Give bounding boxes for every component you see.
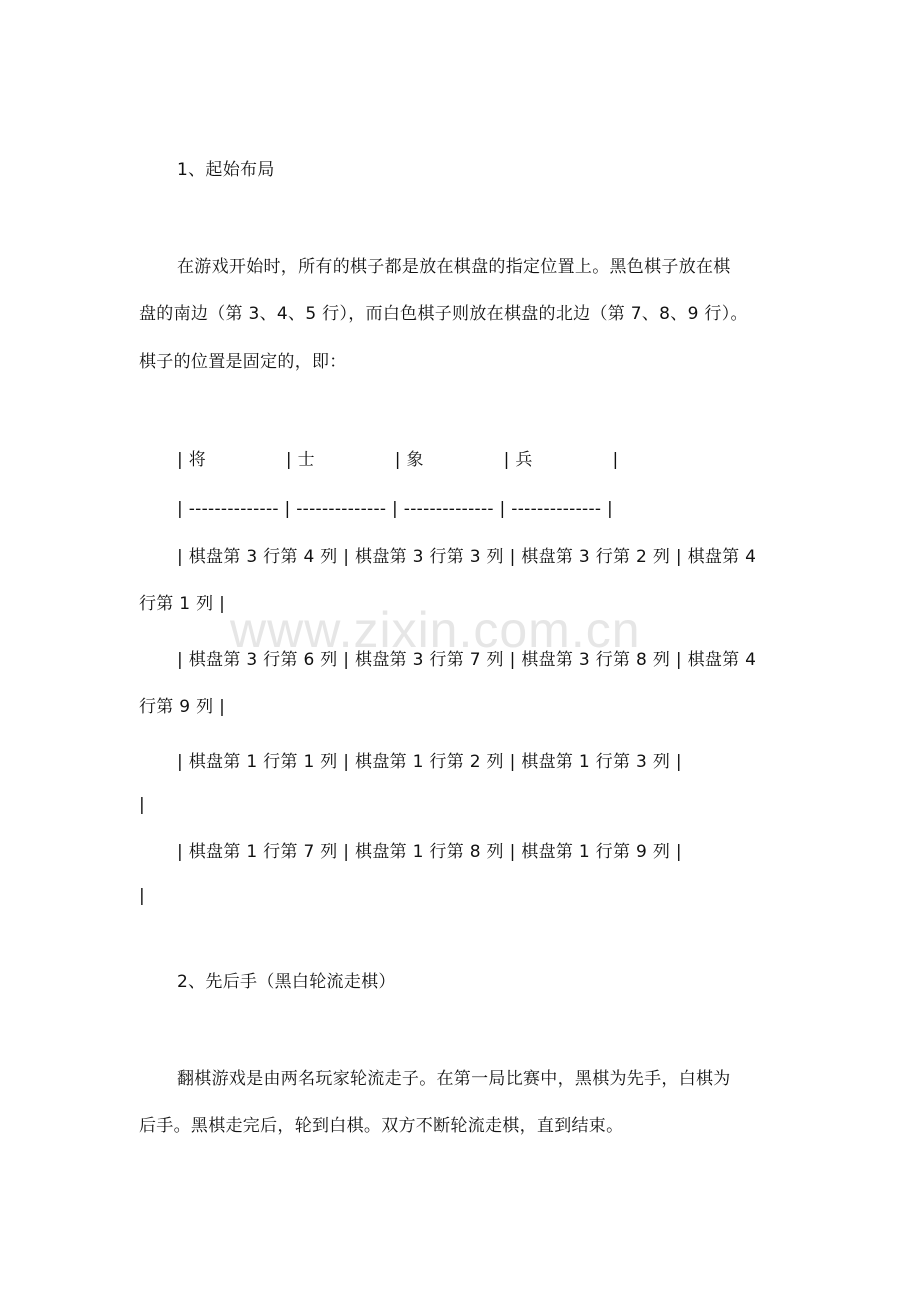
table-row-3-line-1: | 棋盘第 1 行第 1 列 | 棋盘第 1 行第 2 列 | 棋盘第 1 行第 3 列 | [177, 752, 682, 772]
section-1-para-line-2: 盘的南边（第 3、4、5 行），而白色棋子则放在棋盘的北边（第 7、8、9 行）。 [139, 304, 748, 324]
section-1-para-line-1: 在游戏开始时，所有的棋子都是放在棋盘的指定位置上。黑色棋子放在棋 [177, 257, 731, 277]
table-row-4-line-1: | 棋盘第 1 行第 7 列 | 棋盘第 1 行第 8 列 | 棋盘第 1 行第 9 列 | [177, 842, 682, 862]
section-1-para-line-3: 棋子的位置是固定的，即： [139, 352, 347, 372]
section-2-heading: 2、先后手（黑白轮流走棋） [177, 972, 396, 992]
table-row-2-line-1: | 棋盘第 3 行第 6 列 | 棋盘第 3 行第 7 列 | 棋盘第 3 行第 8 列 | 棋盘第 4 [177, 650, 757, 670]
table-row-1-line-2: 行第 1 列 | [139, 594, 226, 614]
table-row-1-line-1: | 棋盘第 3 行第 4 列 | 棋盘第 3 行第 3 列 | 棋盘第 3 行第 2 列 | 棋盘第 4 [177, 547, 757, 567]
section-2-para-line-1: 翻棋游戏是由两名玩家轮流走子。在第一局比赛中，黑棋为先手，白棋为 [177, 1069, 731, 1089]
watermark: www.zixin.com.cn [230, 602, 641, 658]
table-header: | 将 | 士 | 象 | 兵 | [177, 450, 619, 470]
table-row-3-line-2: | [139, 795, 146, 815]
section-1-heading: 1、起始布局 [177, 160, 275, 180]
table-row-4-line-2: | [139, 886, 146, 906]
table-row-2-line-2: 行第 9 列 | [139, 697, 226, 717]
table-separator: | -------------- | -------------- | -------------- | -------------- | [177, 499, 614, 519]
section-2-para-line-2: 后手。黑棋走完后，轮到白棋。双方不断轮流走棋，直到结束。 [139, 1116, 624, 1136]
